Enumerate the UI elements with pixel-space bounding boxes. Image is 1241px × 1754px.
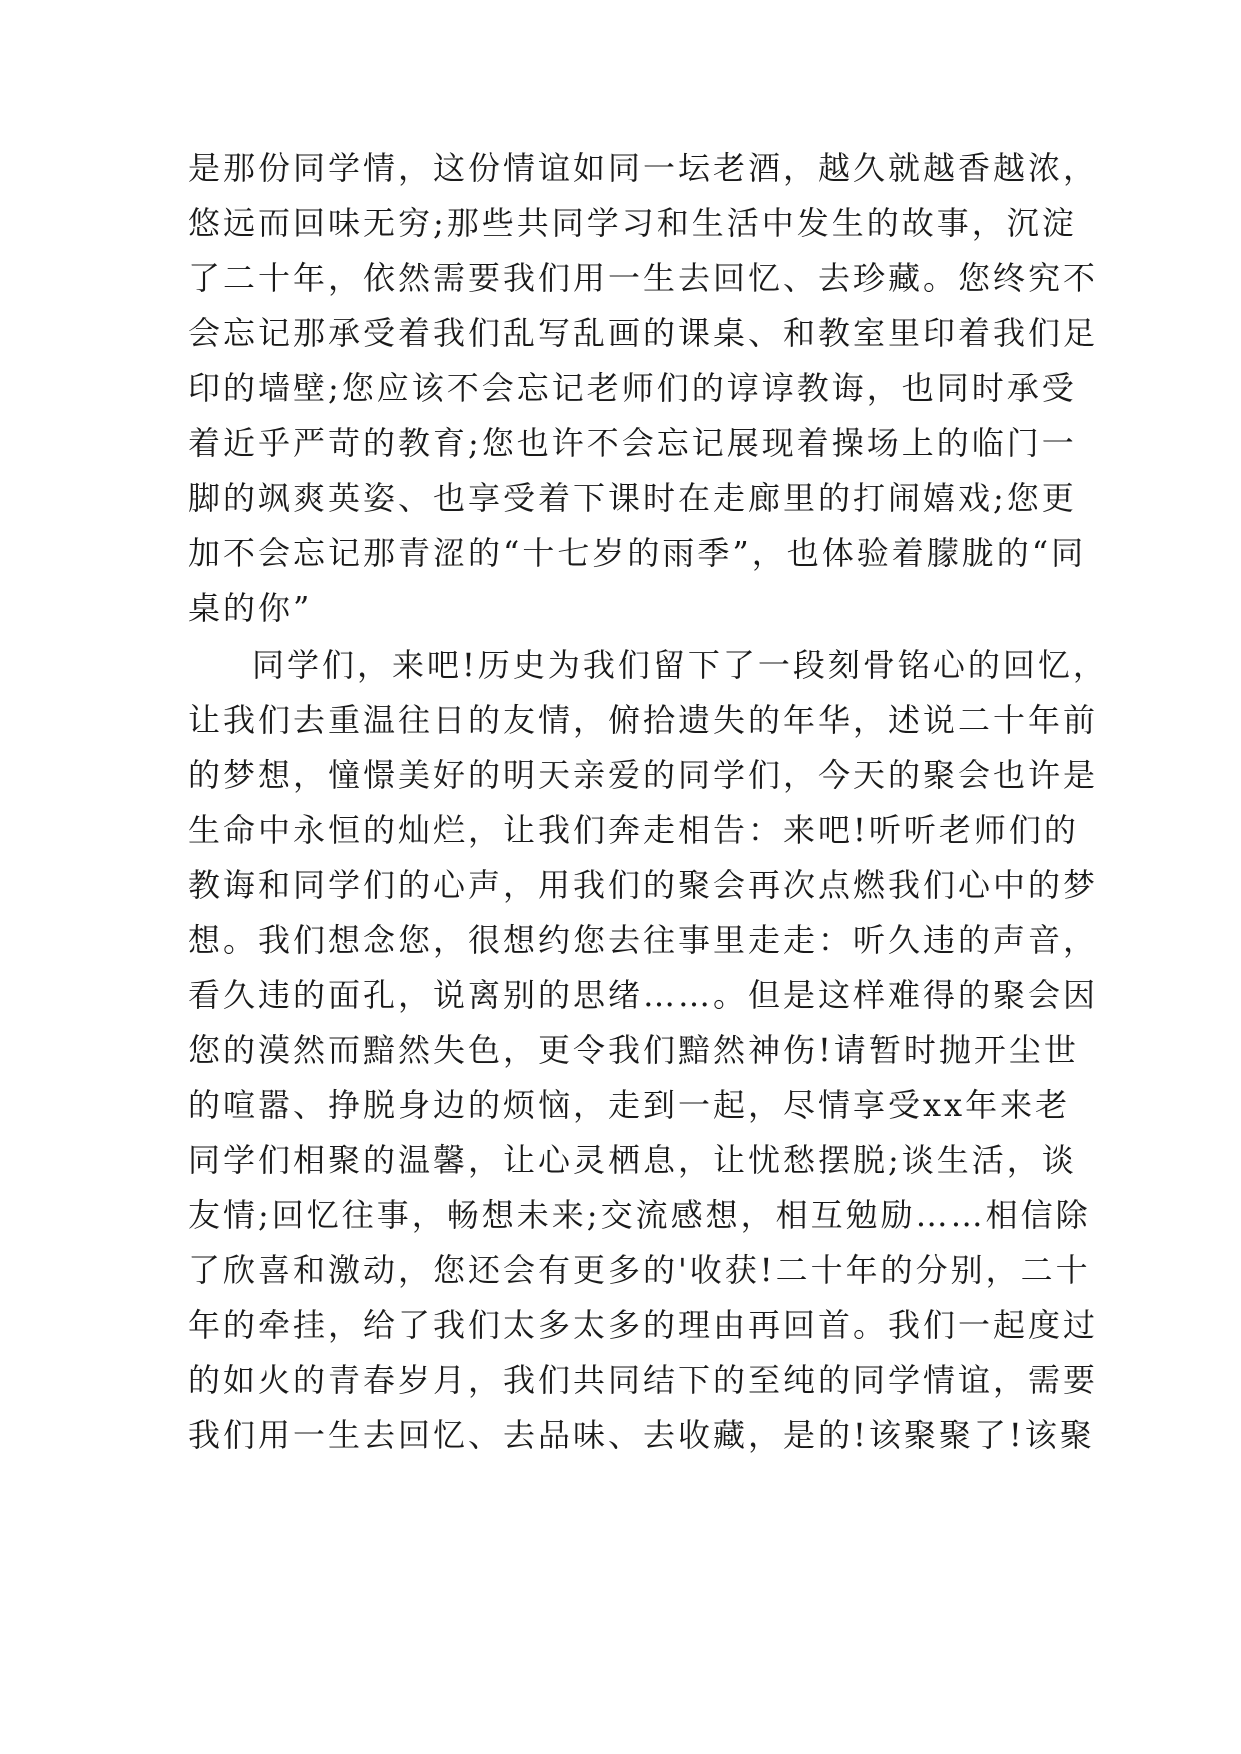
text-line: 着近乎严苛的教育;您也许不会忘记展现着操场上的临门一 [188,424,1077,462]
text-line: 教诲和同学们的心声，用我们的聚会再次点燃我们心中的梦 [188,866,1099,904]
text-line: 的如火的青春岁月，我们共同结下的至纯的同学情谊，需要 [188,1361,1099,1399]
text-line: 同学们相聚的温馨，让心灵栖息，让忧愁摆脱;谈生活，谈 [188,1141,1077,1179]
text-line: 桌的你” [188,589,313,627]
text-line: 生命中永恒的灿烂，让我们奔走相告：来吧!听听老师们的 [188,811,1079,849]
text-line: 我们用一生去回忆、去品味、去收藏，是的!该聚聚了!该聚 [188,1416,1095,1454]
text-line: 您的漠然而黯然失色，更令我们黯然神伤!请暂时抛开尘世 [188,1031,1079,1069]
text-line: 看久违的面孔，说离别的思绪……。但是这样难得的聚会因 [188,976,1099,1014]
text-line: 加不会忘记那青涩的“十七岁的雨季”，也体验着朦胧的“同 [188,534,1087,572]
text-line: 了欣喜和激动，您还会有更多的'收获!二十年的分别，二十 [188,1251,1091,1289]
text-line: 悠远而回味无穷;那些共同学习和生活中发生的故事，沉淀 [188,204,1077,242]
text-line: 友情;回忆往事，畅想未来;交流感想，相互勉励……相信除 [188,1196,1091,1234]
text-line: 让我们去重温往日的友情，俯拾遗失的年华，述说二十年前 [188,701,1099,739]
text-line: 印的墙壁;您应该不会忘记老师们的谆谆教诲，也同时承受 [188,369,1077,407]
text-line: 是那份同学情，这份情谊如同一坛老酒，越久就越香越浓， [188,149,1099,187]
text-line: 了二十年，依然需要我们用一生去回忆、去珍藏。您终究不 [188,259,1099,297]
paragraph-first-line: 同学们，来吧!历史为我们留下了一段刻骨铭心的回忆， [252,646,1108,684]
text-line: 想。我们想念您，很想约您去往事里走走：听久违的声音， [188,921,1099,959]
text-line: 会忘记那承受着我们乱写乱画的课桌、和教室里印着我们足 [188,314,1099,352]
text-line: 的喧嚣、挣脱身边的烦恼，走到一起，尽情享受xx年来老 [188,1086,1071,1124]
text-line: 年的牵挂，给了我们太多太多的理由再回首。我们一起度过 [188,1306,1099,1344]
text-line: 脚的飒爽英姿、也享受着下课时在走廊里的打闹嬉戏;您更 [188,479,1077,517]
text-line: 的梦想，憧憬美好的明天亲爱的同学们，今天的聚会也许是 [188,756,1099,794]
